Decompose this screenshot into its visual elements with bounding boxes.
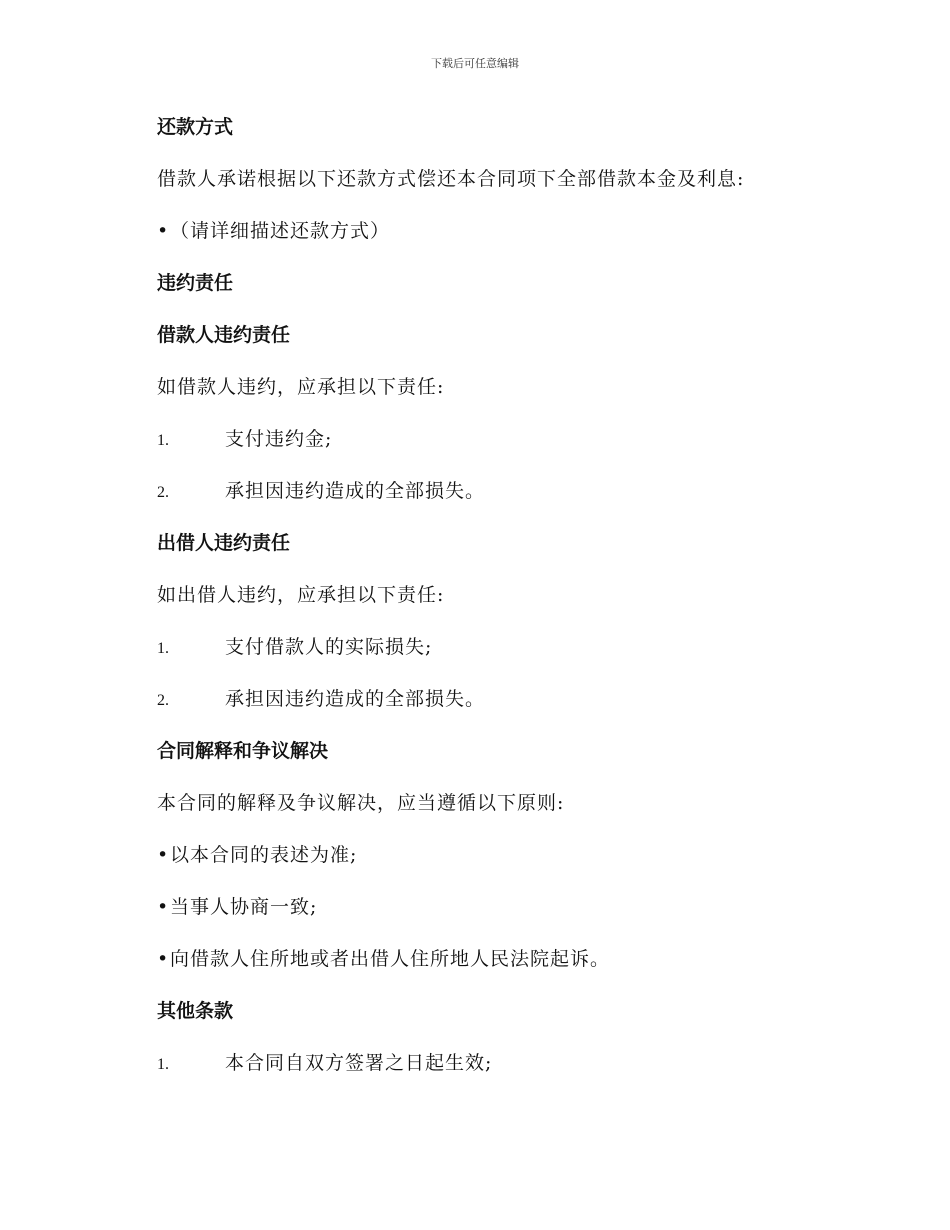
bullet-icon: •	[157, 948, 170, 970]
dispute-bullet	[157, 890, 837, 942]
subsection-title-lender-breach: 出借人违约责任	[157, 532, 291, 554]
document-body	[157, 110, 837, 1098]
section-title-dispute: 合同解释和争议解决	[157, 740, 329, 762]
subsection-title-borrower-breach: 借款人违约责任	[157, 324, 291, 346]
lender-breach-intro: 如出借人违约，应承担以下责任:	[157, 584, 445, 606]
list-text: 承担因违约造成的全部损失。	[225, 480, 486, 502]
bullet-text: （请详细描述还款方式）	[170, 220, 391, 242]
list-text: 本合同自双方签署之日起生效;	[225, 1052, 493, 1074]
list-text: 支付借款人的实际损失;	[225, 636, 433, 658]
bullet-icon: •	[157, 220, 170, 242]
dispute-bullet	[157, 942, 837, 994]
list-text: 支付违约金;	[225, 428, 333, 450]
list-item	[157, 1046, 837, 1098]
bullet-icon: •	[157, 844, 170, 866]
list-text: 承担因违约造成的全部损失。	[225, 688, 486, 710]
bullet-icon: •	[157, 896, 170, 918]
list-item	[157, 630, 837, 682]
borrower-breach-intro: 如借款人违约，应承担以下责任:	[157, 376, 445, 398]
repayment-intro: 借款人承诺根据以下还款方式偿还本合同项下全部借款本金及利息:	[157, 168, 745, 190]
dispute-bullet	[157, 838, 837, 890]
list-number: 1.	[157, 432, 169, 449]
bullet-text: 向借款人住所地或者出借人住所地人民法院起诉。	[170, 948, 611, 970]
list-number: 1.	[157, 640, 169, 657]
dispute-intro: 本合同的解释及争议解决，应当遵循以下原则:	[157, 792, 565, 814]
bullet-text: 当事人协商一致;	[170, 896, 318, 918]
section-title-other: 其他条款	[157, 1000, 234, 1022]
section-title-repayment: 还款方式	[157, 116, 234, 138]
list-number: 2.	[157, 692, 169, 709]
section-title-breach: 违约责任	[157, 272, 234, 294]
repayment-bullet	[157, 214, 837, 266]
list-item	[157, 422, 837, 474]
list-item	[157, 682, 837, 734]
list-item	[157, 474, 837, 526]
page-header-note: 下载后可任意编辑	[431, 57, 519, 70]
bullet-text: 以本合同的表述为准;	[170, 844, 358, 866]
list-number: 1.	[157, 1056, 169, 1073]
list-number: 2.	[157, 484, 169, 501]
